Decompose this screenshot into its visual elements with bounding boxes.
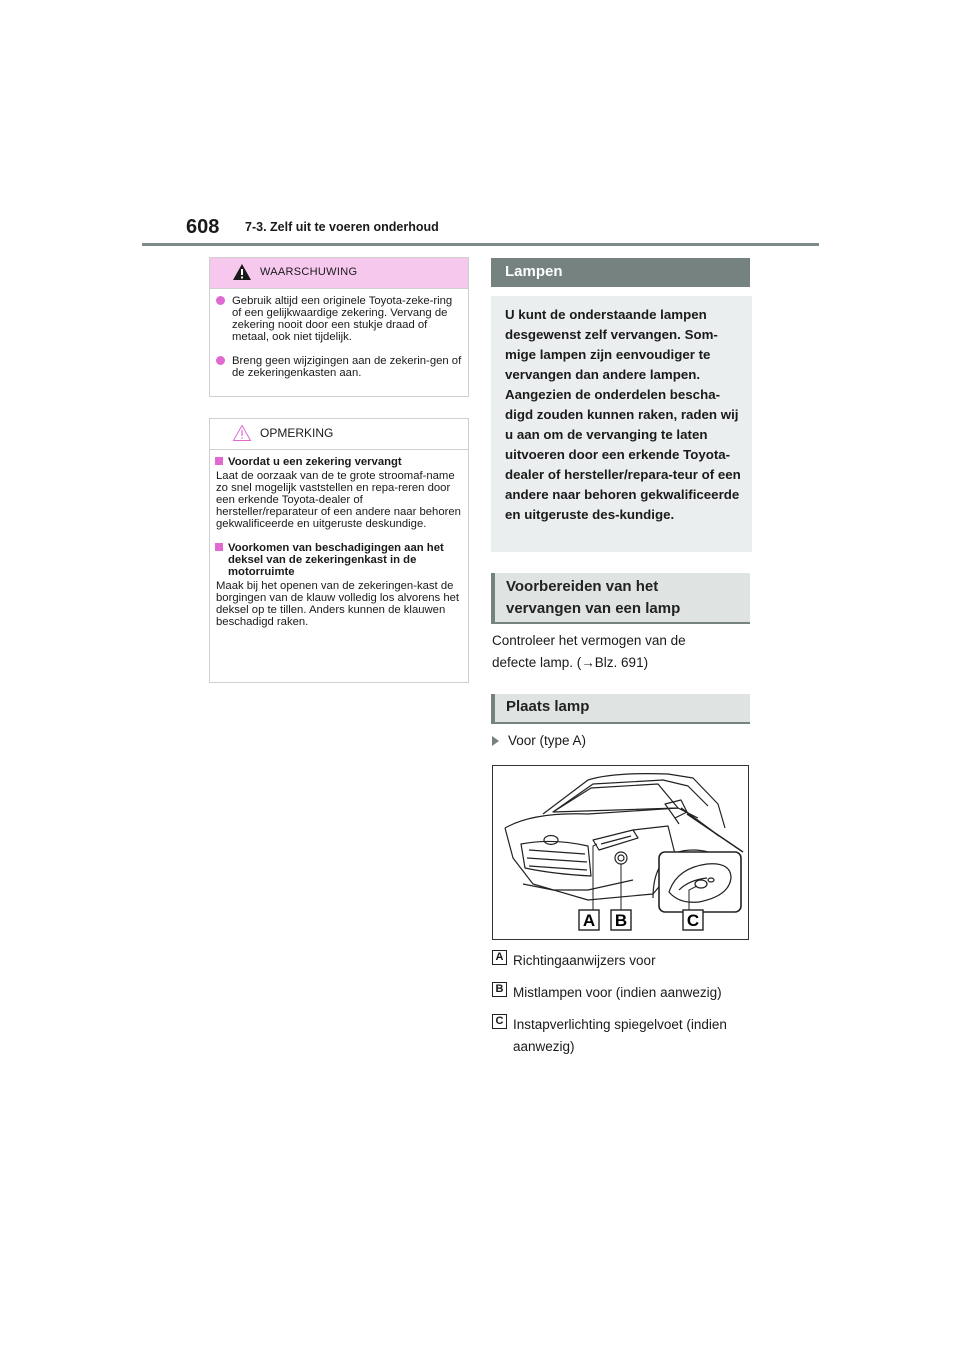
warning-item	[214, 295, 462, 343]
page-number: 608	[186, 216, 220, 238]
note-paragraph: Laat de oorzaak van de te grote stroomaf-name zo snel mogelijk vaststellen en repa-reren door een erkende Toyota-dealer of hersteller/reparateur of een andere naar behoren gekwalificeerde en uitgeruste deskundige.	[216, 470, 461, 530]
note-subheading-text: Voorkomen van beschadigingen aan het deksel van de zekeringenkast in de motorruimte	[228, 542, 444, 578]
legend-item-a	[492, 950, 753, 972]
legend-text: Instapverlichting spiegelvoet (indien aanwezig)	[513, 1017, 727, 1054]
header-rule	[142, 243, 819, 246]
warning-triangle-icon	[232, 263, 252, 286]
type-item	[492, 733, 586, 748]
legend-key: A	[492, 950, 507, 965]
prep-text-line: Controleer het vermogen van de	[492, 633, 686, 648]
section-heading-preparation	[491, 573, 750, 624]
arrow-right-icon	[492, 736, 499, 746]
figure-label-a: A	[582, 911, 596, 930]
legend-key: B	[492, 982, 507, 997]
figure-labels	[579, 910, 703, 930]
intro-box: U kunt de onderstaande lampen desgewenst zelf vervangen. Som-mige lampen zijn eenvoudiger te vervangen dan andere lampen. Aangezien de onderdelen bescha-digd zouden kunnen raken, raden wij u aan om de vervanging te laten uitvoeren door een erkende Toyota-dealer of hersteller/repara-teur of een andere naar behoren gekwalificeerde en uitgeruste des-kundige.	[491, 296, 752, 552]
note-box	[209, 418, 469, 683]
bullet-square	[215, 457, 223, 465]
note-subheading	[214, 456, 462, 468]
warning-title: WAARSCHUWING	[260, 266, 358, 278]
car-illustration	[493, 766, 749, 940]
section-heading-plaats-lamp: Plaats lamp	[491, 694, 750, 724]
chapter-title: 7-3. Zelf uit te voeren onderhoud	[245, 220, 439, 234]
bullet-dot	[216, 356, 225, 365]
warning-item-text: Breng geen wijzigingen aan de zekerin-gen of de zekeringenkasten aan.	[232, 355, 462, 379]
legend-key: C	[492, 1014, 507, 1029]
warning-item-text: Gebruik altijd een originele Toyota-zeke-ring of een gelijkwaardige zekering. Vervang de zekering nooit door een stukje draad of metaal, ook niet tijdelijk.	[232, 295, 453, 343]
section-heading-lampen: Lampen	[491, 258, 750, 287]
heading-line: Voorbereiden van het	[506, 578, 659, 595]
warning-box	[209, 257, 469, 397]
caution-triangle-icon	[232, 424, 252, 447]
figure-label-c: C	[686, 911, 700, 930]
bullet-dot	[216, 296, 225, 305]
type-item-text: Voor (type A)	[508, 733, 587, 748]
legend-text: Mistlampen voor (indien aanwezig)	[513, 985, 722, 1000]
figure-label-b: B	[614, 911, 628, 930]
note-subheading	[214, 542, 462, 578]
heading-line: vervangen van een lamp	[506, 600, 681, 617]
car-figure	[492, 765, 749, 940]
note-paragraph: Maak bij het openen van de zekeringen-kast de borgingen van de klauw volledig los alvorens het deksel op te tillen. Anders kunnen de klauwen beschadigd raken.	[216, 580, 460, 628]
legend-text: Richtingaanwijzers voor	[513, 953, 656, 968]
warning-item	[214, 355, 462, 379]
note-title: OPMERKING	[260, 426, 334, 440]
prep-text-line: defecte lamp. (→Blz. 691)	[492, 655, 649, 670]
note-header	[210, 419, 468, 450]
note-subheading-text: Voordat u een zekering vervangt	[228, 456, 402, 468]
warning-header	[210, 258, 468, 289]
legend-item-b	[492, 982, 753, 1004]
legend-item-c	[492, 1014, 753, 1058]
bullet-square	[215, 543, 223, 551]
